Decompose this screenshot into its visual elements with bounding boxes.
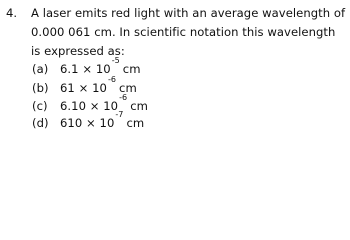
option-d-exponent: -7 xyxy=(115,110,124,120)
question-number: 4. xyxy=(6,6,18,20)
option-c-exponent: -6 xyxy=(119,93,128,103)
option-a-mantissa: 6.1 × 10 xyxy=(60,62,111,76)
option-a-label: (a) xyxy=(32,62,49,76)
option-c xyxy=(32,93,148,115)
option-b-mantissa: 61 × 10 xyxy=(60,81,107,95)
option-a-exponent: -5 xyxy=(111,56,120,66)
question-text-line-1: A laser emits red light with an average wavelength of xyxy=(31,6,346,20)
option-c-mantissa: 6.10 × 10 xyxy=(60,99,119,113)
option-b-label: (b) xyxy=(32,81,49,95)
question-text-line-2: 0.000 061 cm. In scientific notation this wavelength xyxy=(31,25,336,39)
option-d xyxy=(32,110,145,132)
option-b-exponent: -6 xyxy=(107,75,117,85)
option-d-label: (d) xyxy=(32,116,49,130)
question-text-line-3: is expressed as: xyxy=(31,44,125,58)
option-c-unit: cm xyxy=(130,99,148,113)
option-d-unit: cm xyxy=(126,116,145,130)
question-block xyxy=(2,2,348,133)
option-b-unit: cm xyxy=(119,81,137,95)
option-d-mantissa: 610 × 10 xyxy=(60,116,115,130)
option-a xyxy=(32,56,141,78)
option-a-unit: cm xyxy=(122,62,141,76)
option-c-label: (c) xyxy=(32,99,48,113)
